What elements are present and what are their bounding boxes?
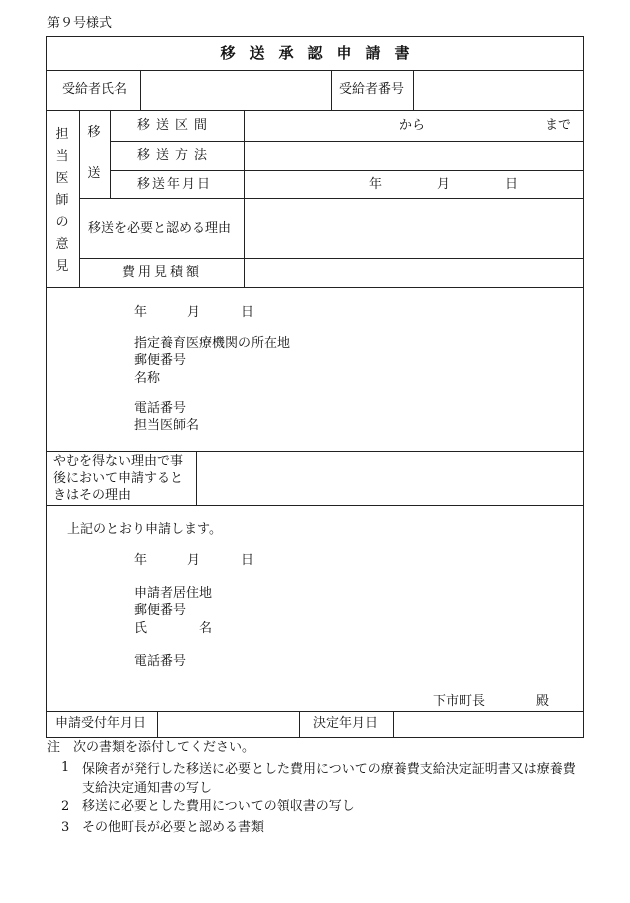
cost-estimate-field[interactable]	[246, 260, 582, 286]
transfer-date-day: 日	[505, 177, 519, 192]
institution-address-label: 指定養育医療機関の所在地	[134, 336, 291, 351]
applicant-postal-label: 郵便番号	[134, 603, 187, 618]
transfer-method-label: 移送方法	[137, 148, 214, 163]
transfer-method-field[interactable]	[246, 143, 582, 169]
institution-date-month: 月	[187, 305, 201, 320]
transfer-reason-field[interactable]	[246, 200, 582, 257]
note-text: その他町長が必要と認める書類	[82, 820, 265, 835]
application-date-month: 月	[187, 553, 201, 568]
note-number: 3	[61, 820, 70, 835]
recipient-name-label: 受給者氏名	[62, 82, 128, 97]
transfer-date-month: 月	[437, 177, 451, 192]
received-date-field[interactable]	[159, 713, 298, 736]
application-date-day: 日	[241, 553, 255, 568]
late-application-reason-label: やむを得ない理由で事後において申請するときはその理由	[53, 454, 184, 503]
institution-phone-label: 電話番号	[134, 401, 187, 416]
transfer-section-label: 移送区間	[137, 118, 214, 133]
recipient-number-field[interactable]	[415, 72, 582, 109]
form-title: 移送承認申請書	[220, 44, 424, 62]
recipient-number-label: 受給者番号	[339, 82, 405, 97]
transfer-date-year: 年	[369, 177, 383, 192]
received-date-label: 申請受付年月日	[55, 716, 147, 731]
applicant-phone-label: 電話番号	[134, 654, 187, 669]
physician-name-label: 担当医師名	[134, 418, 200, 433]
note-number: 1	[61, 760, 70, 775]
institution-date-day: 日	[241, 305, 255, 320]
note-text: 保険者が発行した移送に必要とした費用についての療養費支給決定証明書又は療養費支給決定通知書の写し	[82, 762, 576, 796]
notes-heading: 注 次の書類を添付してください。	[47, 740, 256, 755]
transfer-reason-label: 移送を必要と認める理由	[88, 221, 232, 236]
institution-date-year: 年	[134, 305, 148, 320]
note-text: 移送に必要とした費用についての領収書の写し	[82, 799, 355, 814]
note-number: 2	[61, 799, 70, 814]
recipient-name-field[interactable]	[142, 72, 330, 109]
institution-name-label: 名称	[134, 371, 161, 386]
honorific-label: 殿	[536, 694, 550, 709]
institution-postal-label: 郵便番号	[134, 353, 187, 368]
application-statement: 上記のとおり申請します。	[67, 522, 222, 537]
cost-estimate-label: 費用見積額	[122, 265, 203, 280]
section-from-label: から	[399, 118, 426, 133]
application-date-year: 年	[134, 553, 148, 568]
applicant-name-label-2: 名	[199, 621, 213, 636]
applicant-name-label-1: 氏	[134, 621, 148, 636]
applicant-address-label: 申請者居住地	[134, 586, 213, 601]
decision-date-field[interactable]	[395, 713, 582, 736]
section-to-label: まで	[545, 118, 572, 133]
addressee-label: 下市町長	[433, 694, 486, 709]
decision-date-label: 決定年月日	[313, 716, 379, 731]
late-application-reason-field[interactable]	[198, 453, 582, 504]
form-number-label: 第９号様式	[47, 16, 113, 31]
transfer-date-label: 移送年月日	[137, 177, 213, 192]
